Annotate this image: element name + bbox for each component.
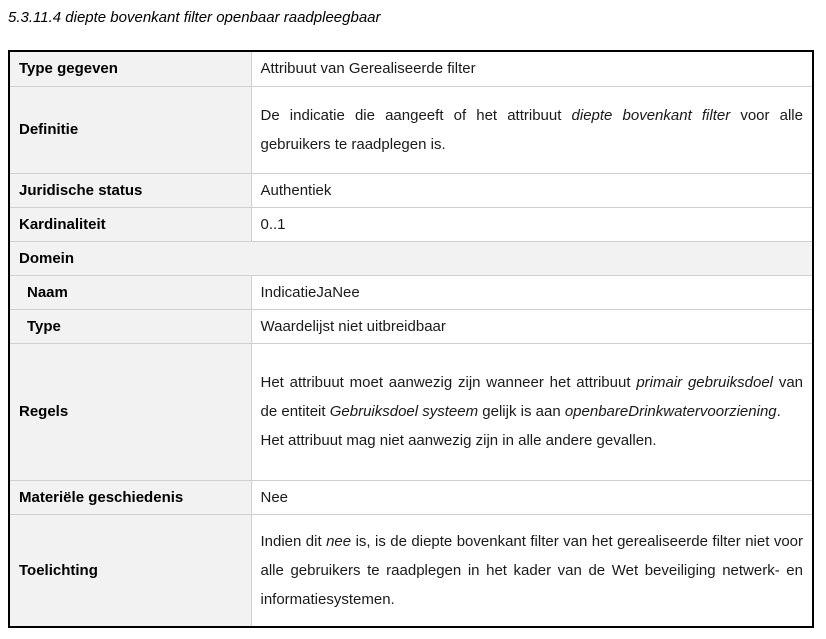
- text-segment: IndicatieJaNee: [260, 283, 360, 301]
- text-segment: Authentiek: [260, 181, 332, 199]
- text-segment: is, is de diepte bovenkant filter van het gerealiseerde filter niet voor alle gebruikers te raadplegen in het kader van de Wet beveiliging netwerk- en informatiesystemen.: [260, 532, 803, 608]
- italic-text-segment: nee: [326, 532, 352, 550]
- row-value: [251, 343, 813, 480]
- row-label: Naam: [9, 275, 251, 309]
- text-segment: Het attribuut moet aanwezig zijn wanneer het attribuut: [260, 374, 637, 391]
- table-row: [9, 207, 813, 241]
- italic-text-segment: diepte bovenkant filter: [571, 106, 731, 124]
- row-value: [251, 309, 813, 343]
- text-segment: Nee: [260, 488, 289, 506]
- text-segment: Het attribuut mag niet aanwezig zijn in alle andere gevallen.: [260, 432, 657, 449]
- row-value: [251, 480, 813, 514]
- row-label: Definitie: [9, 86, 251, 173]
- row-label: Toelichting: [9, 514, 251, 627]
- row-value: [251, 173, 813, 207]
- italic-text-segment: primair gebruiksdoel: [636, 374, 774, 391]
- section-heading: 5.3.11.4 diepte bovenkant filter openbaar raadpleegbaar: [8, 9, 381, 26]
- attribute-table: [8, 50, 814, 628]
- text-segment: De indicatie die aangeeft of het attribuut: [260, 106, 572, 124]
- row-label: Domein: [9, 241, 813, 275]
- row-label: Type gegeven: [9, 51, 251, 86]
- table-row: [9, 343, 813, 480]
- row-label: Regels: [9, 343, 251, 480]
- text-segment: gelijk is aan: [478, 403, 565, 420]
- row-value: [251, 86, 813, 173]
- table-row: [9, 86, 813, 173]
- text-segment: .: [776, 403, 781, 420]
- text-segment: voor alle gebruikers te raadplegen is.: [260, 106, 803, 153]
- row-value: [251, 51, 813, 86]
- table-row: [9, 173, 813, 207]
- table-row: [9, 480, 813, 514]
- text-segment: 0..1: [260, 215, 286, 233]
- table-row: [9, 309, 813, 343]
- row-label: Kardinaliteit: [9, 207, 251, 241]
- row-label: Juridische status: [9, 173, 251, 207]
- row-value: [251, 275, 813, 309]
- italic-text-segment: Gebruiksdoel systeem: [329, 403, 479, 420]
- row-value: [251, 207, 813, 241]
- attribute-table-body: [9, 51, 813, 627]
- italic-text-segment: openbareDrinkwatervoorziening: [564, 403, 777, 420]
- table-row: [9, 514, 813, 627]
- text-segment: Waardelijst niet uitbreidbaar: [260, 317, 446, 335]
- table-row: [9, 241, 813, 275]
- table-row: [9, 51, 813, 86]
- row-value: [251, 514, 813, 627]
- text-segment: Indien dit: [260, 532, 327, 550]
- text-segment: van de entiteit: [260, 374, 804, 420]
- text-segment: Attribuut van Gerealiseerde filter: [260, 60, 476, 78]
- row-label: Materiële geschiedenis: [9, 480, 251, 514]
- table-row: [9, 275, 813, 309]
- row-label: Type: [9, 309, 251, 343]
